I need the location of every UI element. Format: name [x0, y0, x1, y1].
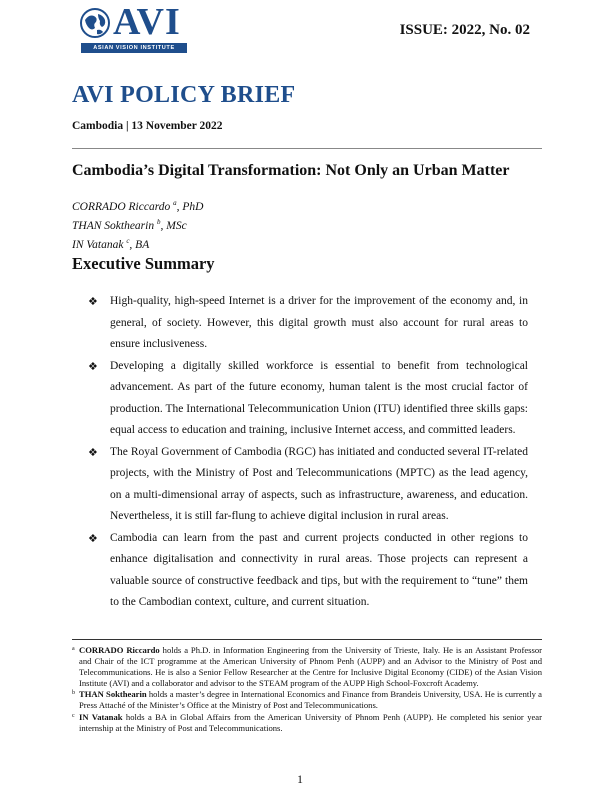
footnote-divider — [72, 639, 542, 640]
footnotes — [72, 645, 542, 734]
bullet-text: The Royal Government of Cambodia (RGC) has initiated and conducted several IT-related projects, with the Ministry of Post and Telecommunications (MPTC) as the lead agency, on a multi-dimensional array of aspects, such as infrastructure, awareness, and education. Nevertheless, it is still far-flung to achieve digital inclusion in rural areas. — [110, 445, 528, 522]
author-mark: b — [156, 217, 161, 226]
footnote-text: holds a Ph.D. in Information Engineering from the University of Trieste, Italy. He is an Assistant Professor and Chair of the ICT programme at the American University of Phnom Penh (AUPP) and an Advisor to the Ministry of Post and Telecommunications. He is also a Senior Fellow Researcher at the Centre for Inclusive Digital Economy (CIDE) of the Asian Vision Institute (AVI) and a collaborator and advisor to the STEAM program of the AUPP High School-Foxcroft Academy. — [79, 645, 542, 689]
header-divider — [72, 148, 542, 149]
avi-logo — [80, 1, 190, 56]
footnote-author: CORRADO Riccardo — [79, 645, 160, 655]
footnote — [72, 712, 542, 734]
author-name: CORRADO Riccardo — [72, 200, 171, 213]
footnote-mark: b — [72, 690, 75, 697]
bullet-text: Developing a digitally skilled workforce is essential to benefit from technological advancement. As part of the future economy, human talent is the most crucial factor of production. The International Telecommunication Union (ITU) identified three skills gaps: equal access to education and training, inclusive Internet access, and committed leaders. — [110, 359, 528, 436]
footnote-author: THAN Sokthearin — [79, 689, 147, 700]
author-degree: , MSc — [160, 219, 187, 232]
list-item — [88, 291, 528, 356]
diamond-bullet-icon: ❖ — [88, 445, 98, 459]
logo-tagline: ASIAN VISION INSTITUTE — [93, 45, 175, 51]
footnote-text: holds a BA in Global Affairs from the American University of Phnom Penh (AUPP). He completed his senior year internship at the Ministry of Post and Telecommunications. — [79, 711, 542, 733]
bullet-text: High-quality, high-speed Internet is a driver for the improvement of the economy and, in general, of society. However, this digital growth must also account for rural areas to ensure inclusiveness. — [110, 295, 528, 350]
executive-summary-list — [88, 291, 528, 614]
list-item — [88, 356, 528, 442]
author-line — [72, 196, 203, 215]
logo-tagline-bar — [81, 43, 187, 53]
diamond-bullet-icon: ❖ — [88, 295, 98, 308]
author-mark: a — [173, 199, 177, 207]
author-degree: , PhD — [176, 200, 204, 213]
list-item — [88, 442, 528, 528]
footnote-mark: a — [72, 646, 75, 652]
list-item — [88, 528, 528, 614]
author-list — [72, 196, 203, 252]
globe-icon — [80, 8, 110, 38]
footnote-text: holds a master’s degree in International Economics and Finance from Brandeis University, USA. He is currently a Press Attaché of the Minister’s Office at the Ministry of Post and Telecommunications. — [79, 689, 542, 711]
brief-title: AVI POLICY BRIEF — [72, 82, 296, 108]
logo-wordmark: AVI — [113, 1, 181, 43]
footnote — [72, 689, 542, 711]
bullet-text: Cambodia can learn from the past and current projects conducted in other regions to enhance digitalisation and connectivity in rural areas. Those projects can represent a valuable source of constructive feedback and tips, but with the requirement to “tune” them to the Cambodian context, culture, and current situation. — [110, 531, 528, 608]
author-name: IN Vatanak — [72, 238, 124, 251]
footnote-mark: c — [72, 712, 75, 719]
brief-subtitle: Cambodia | 13 November 2022 — [72, 120, 223, 132]
issue-label: ISSUE: 2022, No. 02 — [399, 22, 530, 38]
footnote — [72, 645, 542, 689]
author-line — [72, 234, 203, 253]
author-degree: , BA — [129, 238, 150, 251]
author-name: THAN Sokthearin — [72, 219, 155, 232]
diamond-bullet-icon: ❖ — [88, 359, 98, 373]
author-line — [72, 215, 203, 234]
article-title: Cambodia’s Digital Transformation: Not Only an Urban Matter — [72, 162, 510, 179]
diamond-bullet-icon: ❖ — [88, 531, 98, 545]
author-mark: c — [126, 236, 130, 245]
executive-summary-heading: Executive Summary — [72, 254, 215, 273]
page-number: 1 — [297, 772, 303, 786]
footnote-author: IN Vatanak — [79, 711, 123, 722]
